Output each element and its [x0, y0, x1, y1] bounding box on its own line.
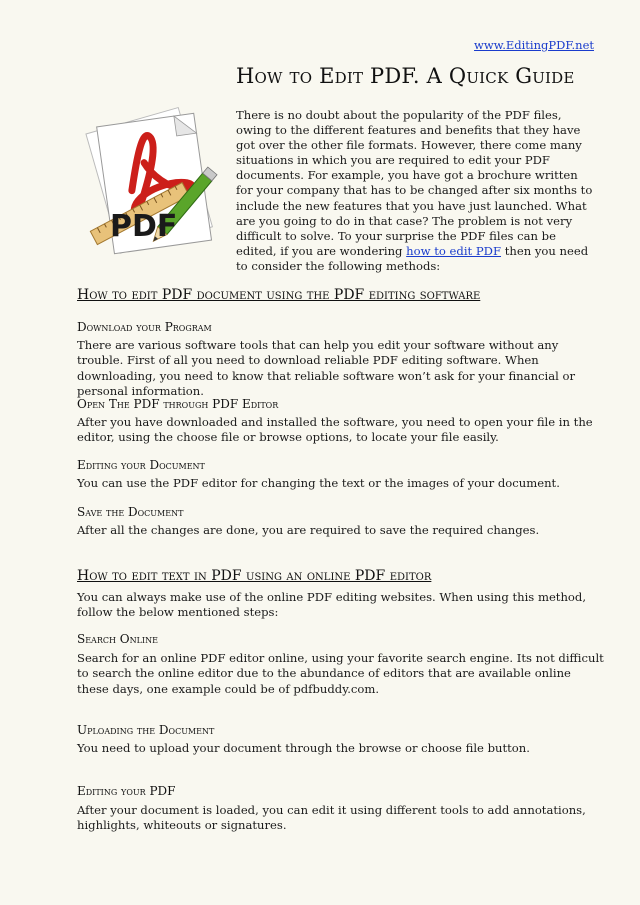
subheading-editing-pdf: Editing your PDF [77, 784, 176, 798]
section-title-online-editor: How to edit text in PDF using an online PDF editor [77, 568, 432, 584]
page-title: How to Edit PDF. A Quick Guide [236, 64, 575, 88]
paragraph-save: After all the changes are done, you are required to save the required changes. [77, 523, 540, 537]
intro-paragraph: There is no doubt about the popularity of the PDF files, owing to the different features and benefits that they have got over the other file formats. However, there come many situations in which you are required to edit your PDF documents. For example, you have got a brochure written for your company that has to be changed after six months to include the new features that you have just launched. What are you going to do in that case? The problem is not very difficult to solve. To your surprise the PDF files can be edited, if you are wondering how to edit PDF then you need to consider the following methods: [236, 108, 593, 273]
subheading-editing: Editing your Document [77, 458, 205, 472]
site-link[interactable]: www.EditingPDF.net [474, 38, 594, 52]
paragraph-open: After you have downloaded and installed the software, you need to open your file in the editor, using the choose file or browse options, to locate your file easily. [77, 415, 593, 445]
pdf-edit-logo-icon [70, 96, 230, 261]
paragraph-editing: You can use the PDF editor for changing the text or the images of your document. [77, 476, 560, 490]
logo-label: PDF [110, 209, 178, 244]
paragraph-editing-pdf: After your document is loaded, you can edit it using different tools to add annotations, highlights, whiteouts or signatures. [77, 803, 586, 833]
subheading-search: Search Online [77, 632, 158, 646]
subheading-download: Download your Program [77, 320, 212, 334]
paragraph-online-intro: You can always make use of the online PDF editing websites. When using this method, follow the below mentioned steps: [77, 590, 587, 620]
section-title-editing-software: How to edit PDF document using the PDF editing software [77, 287, 481, 303]
subheading-open: Open The PDF through PDF Editor [77, 397, 279, 411]
paragraph-upload: You need to upload your document through the browse or choose file button. [77, 741, 530, 755]
how-to-edit-pdf-link[interactable]: how to edit PDF [406, 243, 502, 258]
paragraph-search: Search for an online PDF editor online, using your favorite search engine. Its not difficult to search the online editor due to the abundance of editors that are available online these days, one example could be of pdfbuddy.com. [77, 651, 604, 696]
paragraph-download: There are various software tools that can help you edit your software without any trouble. First of all you need to download reliable PDF editing software. When downloading, you need to know that reliable software won’t ask for your financial or personal information. [77, 338, 576, 399]
subheading-upload: Uploading the Document [77, 723, 215, 737]
subheading-save: Save the Document [77, 505, 184, 519]
